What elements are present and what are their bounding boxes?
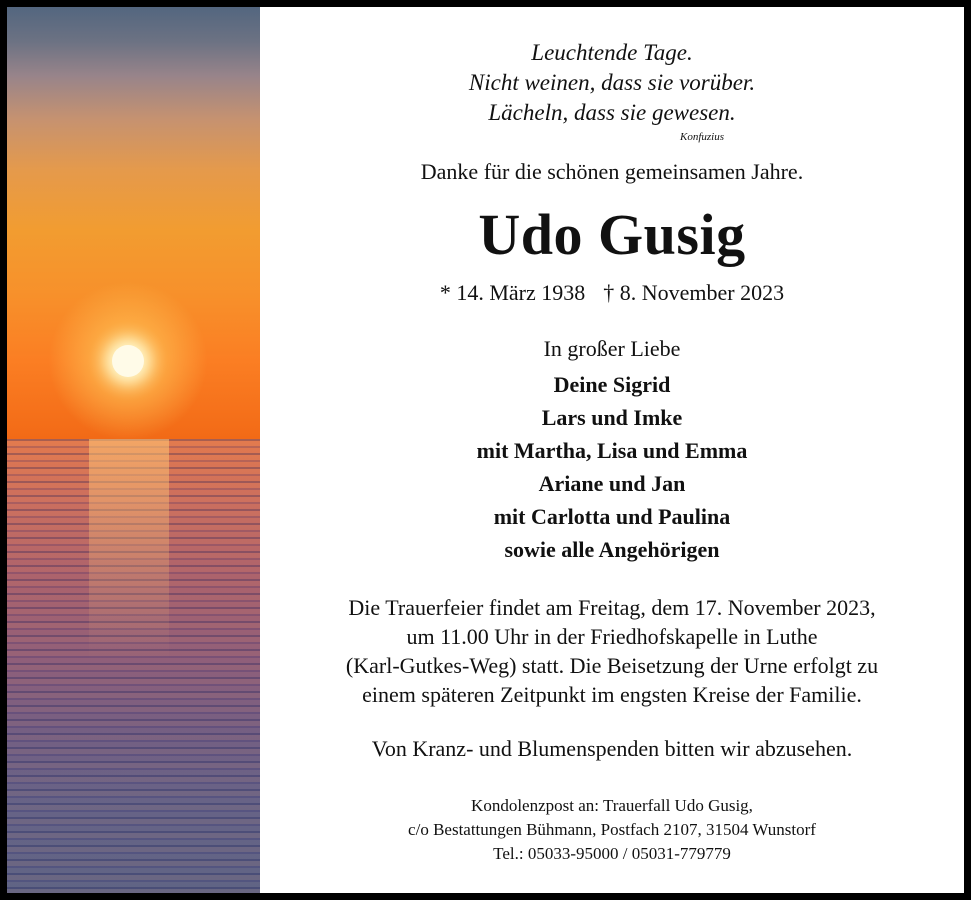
family-member: Lars und Imke — [541, 405, 683, 430]
birth-date: * 14. März 1938 — [439, 280, 586, 305]
sun — [112, 345, 144, 377]
quote-line-2: Nicht weinen, dass sie vorüber. — [468, 70, 756, 95]
family-member: Ariane und Jan — [538, 471, 686, 496]
family-member: Deine Sigrid — [553, 372, 671, 397]
quote-line-3: Lächeln, dass sie gewesen. — [488, 100, 736, 125]
family-member: mit Carlotta und Paulina — [493, 504, 731, 529]
quote-line-1: Leuchtende Tage. — [531, 40, 693, 65]
death-date: † 8. November 2023 — [603, 280, 785, 305]
thanks-text: Danke für die schönen gemeinsamen Jahre. — [420, 159, 804, 184]
deceased-name: Udo Gusig — [478, 202, 746, 267]
funeral-info-line: um 11.00 Uhr in der Friedhofskapelle in Luthe — [406, 624, 818, 649]
contact-line: Kondolenzpost an: Trauerfall Udo Gusig, — [471, 796, 753, 815]
family-member: mit Martha, Lisa und Emma — [476, 438, 748, 463]
contact-line: Tel.: 05033-95000 / 05031-779779 — [493, 844, 731, 863]
sunset-sea-image — [7, 7, 260, 893]
funeral-info-line: Die Trauerfeier findet am Freitag, dem 17. November 2023, — [348, 595, 876, 620]
life-dates — [260, 280, 964, 306]
sun-reflection — [89, 439, 169, 659]
contact-line: c/o Bestattungen Bühmann, Postfach 2107, 31504 Wunstorf — [408, 820, 816, 839]
obituary-text — [260, 7, 964, 893]
funeral-info-line: einem späteren Zeitpunkt im engsten Kreise der Familie. — [362, 682, 862, 707]
family-member: sowie alle Angehörigen — [504, 537, 720, 562]
funeral-info-line: (Karl-Gutkes-Weg) statt. Die Beisetzung der Urne erfolgt zu — [345, 653, 879, 678]
in-love-text: In großer Liebe — [543, 336, 681, 361]
flowers-note: Von Kranz- und Blumenspenden bitten wir abzusehen. — [371, 736, 853, 761]
quote-author: Konfuzius — [680, 131, 725, 143]
